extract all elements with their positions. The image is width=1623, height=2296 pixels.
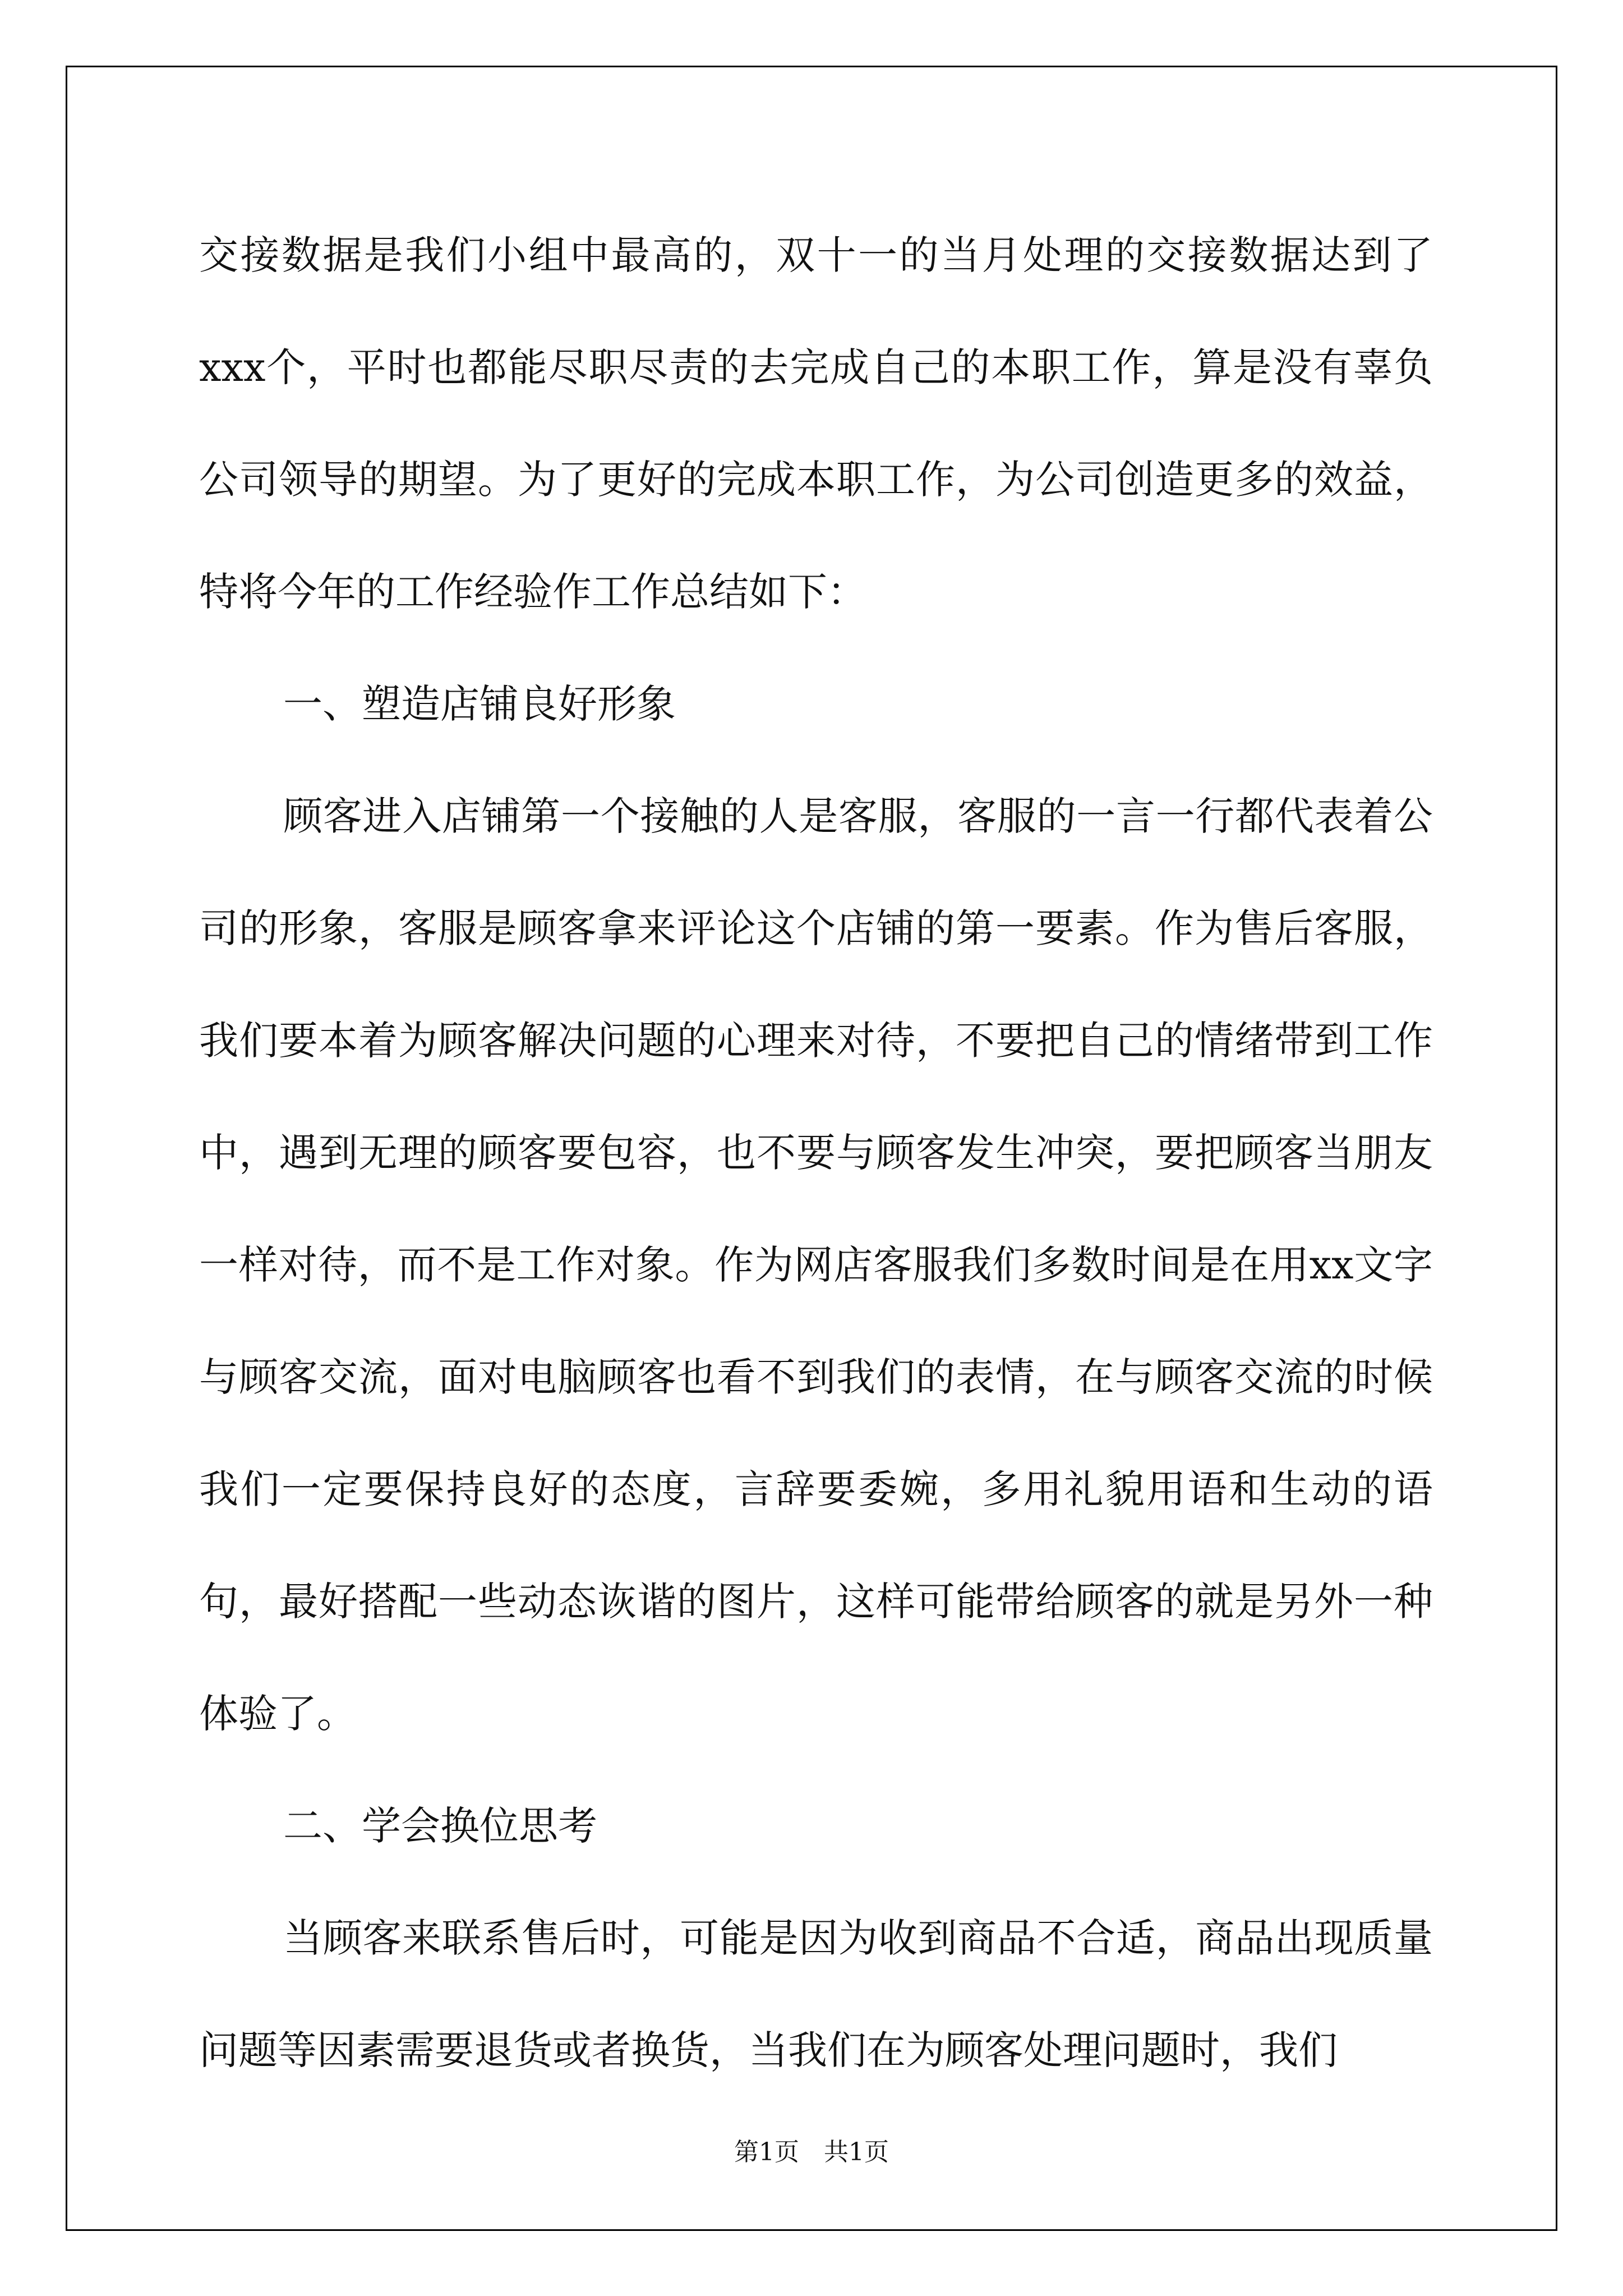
section-heading-2: 二、学会换位思考	[283, 1803, 597, 1849]
paragraph-intro: 交接数据是我们小组中最高的，双十一的当月处理的交接数据达到了xxx个，平时也都能尽职尽责的去完成自己的本职工作，算是没有辜负公司领导的期望。为了更好的完成本职工作，为公司创造更多的效益，特将今年的工作经验作工作总结如下：	[199, 232, 1433, 615]
document-body	[199, 199, 1433, 2106]
section-heading-1: 一、塑造店铺良好形象	[283, 681, 676, 727]
page-footer	[0, 2132, 1623, 2168]
paragraph-section-1: 顾客进入店铺第一个接触的人是客服，客服的一言一行都代表着公司的形象，客服是顾客拿来评论这个店铺的第一要素。作为售后客服，我们要本着为顾客解决问题的心理来对待，不要把自己的情绪带到工作中，遇到无理的顾客要包容，也不要与顾客发生冲突，要把顾客当朋友一样对待，而不是工作对象。作为网店客服我们多数时间是在用xx文字与顾客交流，面对电脑顾客也看不到我们的表情，在与顾客交流的时候我们一定要保持良好的态度，言辞要委婉，多用礼貌用语和生动的语句，最好搭配一些动态诙谐的图片，这样可能带给顾客的就是另外一种体验了。	[199, 793, 1433, 1737]
page-number-label: 第1页 共1页	[734, 2138, 889, 2166]
paragraph-section-2: 当顾客来联系售后时，可能是因为收到商品不合适，商品出现质量问题等因素需要退货或者换货，当我们在为顾客处理问题时，我们	[199, 1915, 1433, 2073]
